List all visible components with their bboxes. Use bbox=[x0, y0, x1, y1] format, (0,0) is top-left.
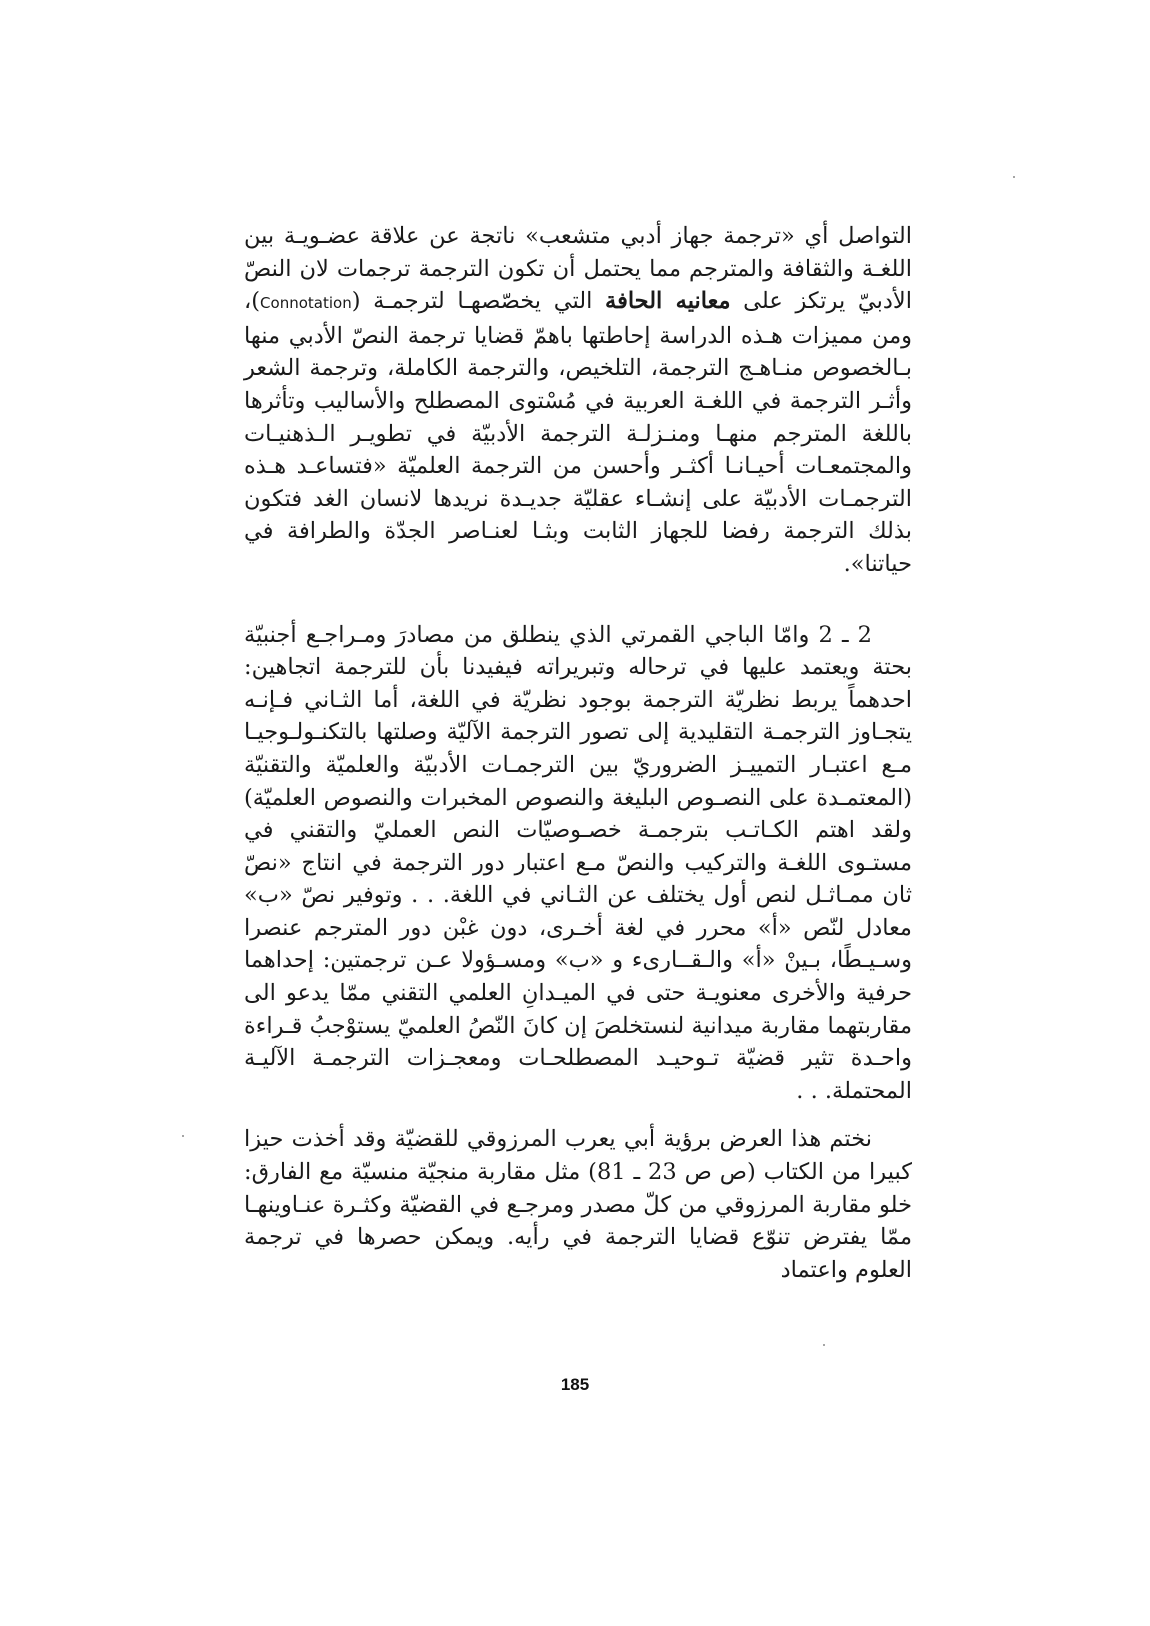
paragraph-1-bold-phrase: معانيه الحافة bbox=[605, 288, 731, 315]
scan-speck bbox=[823, 1344, 825, 1346]
body-text bbox=[244, 220, 912, 1286]
paragraph-1-latin-term: Connotation bbox=[260, 294, 352, 313]
paragraph-1-text-start: التواصل أي «ترجمة جهاز أدبي متشعب» ناتجة عن علاقة عضـويـة بين اللغـة والثقافة والمترجم مما يحتمل أن تكون الترجمة ترجمات لان النصّ الأدبيّ يرتكز على bbox=[244, 223, 912, 315]
paragraph-1-text-end: )، ومن مميزات هـذه الدراسة إحاطتها باهمّ قضايا ترجمة النصّ الأدبي منها بـالخصوص منـاهـج الترجمة، التلخيص، والترجمة الكاملة، وترجمة الشعر وأثـر الترجمة في اللغـة العربية في مُسْتوى المصطلح والأساليب وتأثرها باللغة المترجم منهـا ومنـزلـة الترجمة الأدبيّة في تطويـر الـذهنيـات والمجتمعـات أحيـانـا أكثـر وأحسن من الترجمة العلميّة «فتساعـد هـذه الترجمـات الأدبيّة على إنشـاء عقليّة جديـدة نريدها لانسان الغد فتكون بذلك الترجمة رفضا للجهاز الثابت وبثـا لعنـاصر الجدّة والطرافة في حياتنا». bbox=[244, 288, 912, 577]
paragraph-1-text-mid: التي يخصّصهـا لترجمـة ( bbox=[351, 288, 605, 315]
paragraph-3: نختم هذا العرض برؤية أبي يعرب المرزوقي للقضيّة وقد أخذت حيزا كبيرا من الكتاب (ص ص 23 ـ 81) مثل مقاربة منجيّة منسيّة مع الفارق: خلو مقاربة المرزوقي من كلّ مصدر ومرجـع في القضيّة وكثـرة عنـاوينهـا ممّا يفترض تنوّع قضايا الترجمة في رأيه. ويمكن حصرها في ترجمة العلوم واعتماد bbox=[244, 1126, 912, 1283]
scan-speck bbox=[182, 1135, 184, 1137]
paragraph-2: 2 ـ 2 وامّا الباجي القمرتي الذي ينطلق من مصادرَ ومـراجـع أجنبيّة بحتة ويعتمد عليها في ترحاله وتبريراته فيفيدنا بأن للترجمة اتجاهين: احدهماً يربط نظريّة الترجمة بوجود نظريّة في اللغة، أما الثـاني فـإنـه يتجـاوز الترجمـة التقليدية إلى تصور الترجمة الآليّة وصلتها بالتكنـولـوجيـا مـع اعتبـار التمييـز الضروريّ بين الترجمـات الأدبيّة والعلميّة والتقنيّة (المعتمـدة على النصـوص البليغة والنصوص المخبرات والنصوص العلميّة) ولقد اهتم الكـاتـب بترجمـة خصـوصيّات النص العمليّ والتقني في مستـوى اللغـة والتركيب والنصّ مـع اعتبار دور الترجمة في انتاج «نصّ ثان ممـاثـل لنص أول يختلف عن الثـاني في اللغة. . . وتوفير نصّ «ب» معادل لنّص «أ» محرر في لغة أخـرى، دون غبْن دور المترجم عنصرا وسـيـطًا، بـينْ «أ» والـقــارىء و «ب» ومسـؤولا عـن ترجمتين: إحداهما حرفية والأخرى معنويـة حتى في الميـدانِ العلمي التقني ممّا يدعو الى مقاربتهما مقاربة ميدانية لنستخلصَ إن كانَ النّصُ العلميّ يستوْجبُ قـراءة واحـدة تثير قضيّة تـوحيـد المصطلحـات ومعجـزات الترجمـة الآليـة المحتملة. . . bbox=[244, 621, 912, 1104]
scan-speck bbox=[1013, 176, 1015, 178]
page-number: 185 bbox=[560, 1375, 590, 1394]
paragraph-1 bbox=[244, 220, 912, 581]
